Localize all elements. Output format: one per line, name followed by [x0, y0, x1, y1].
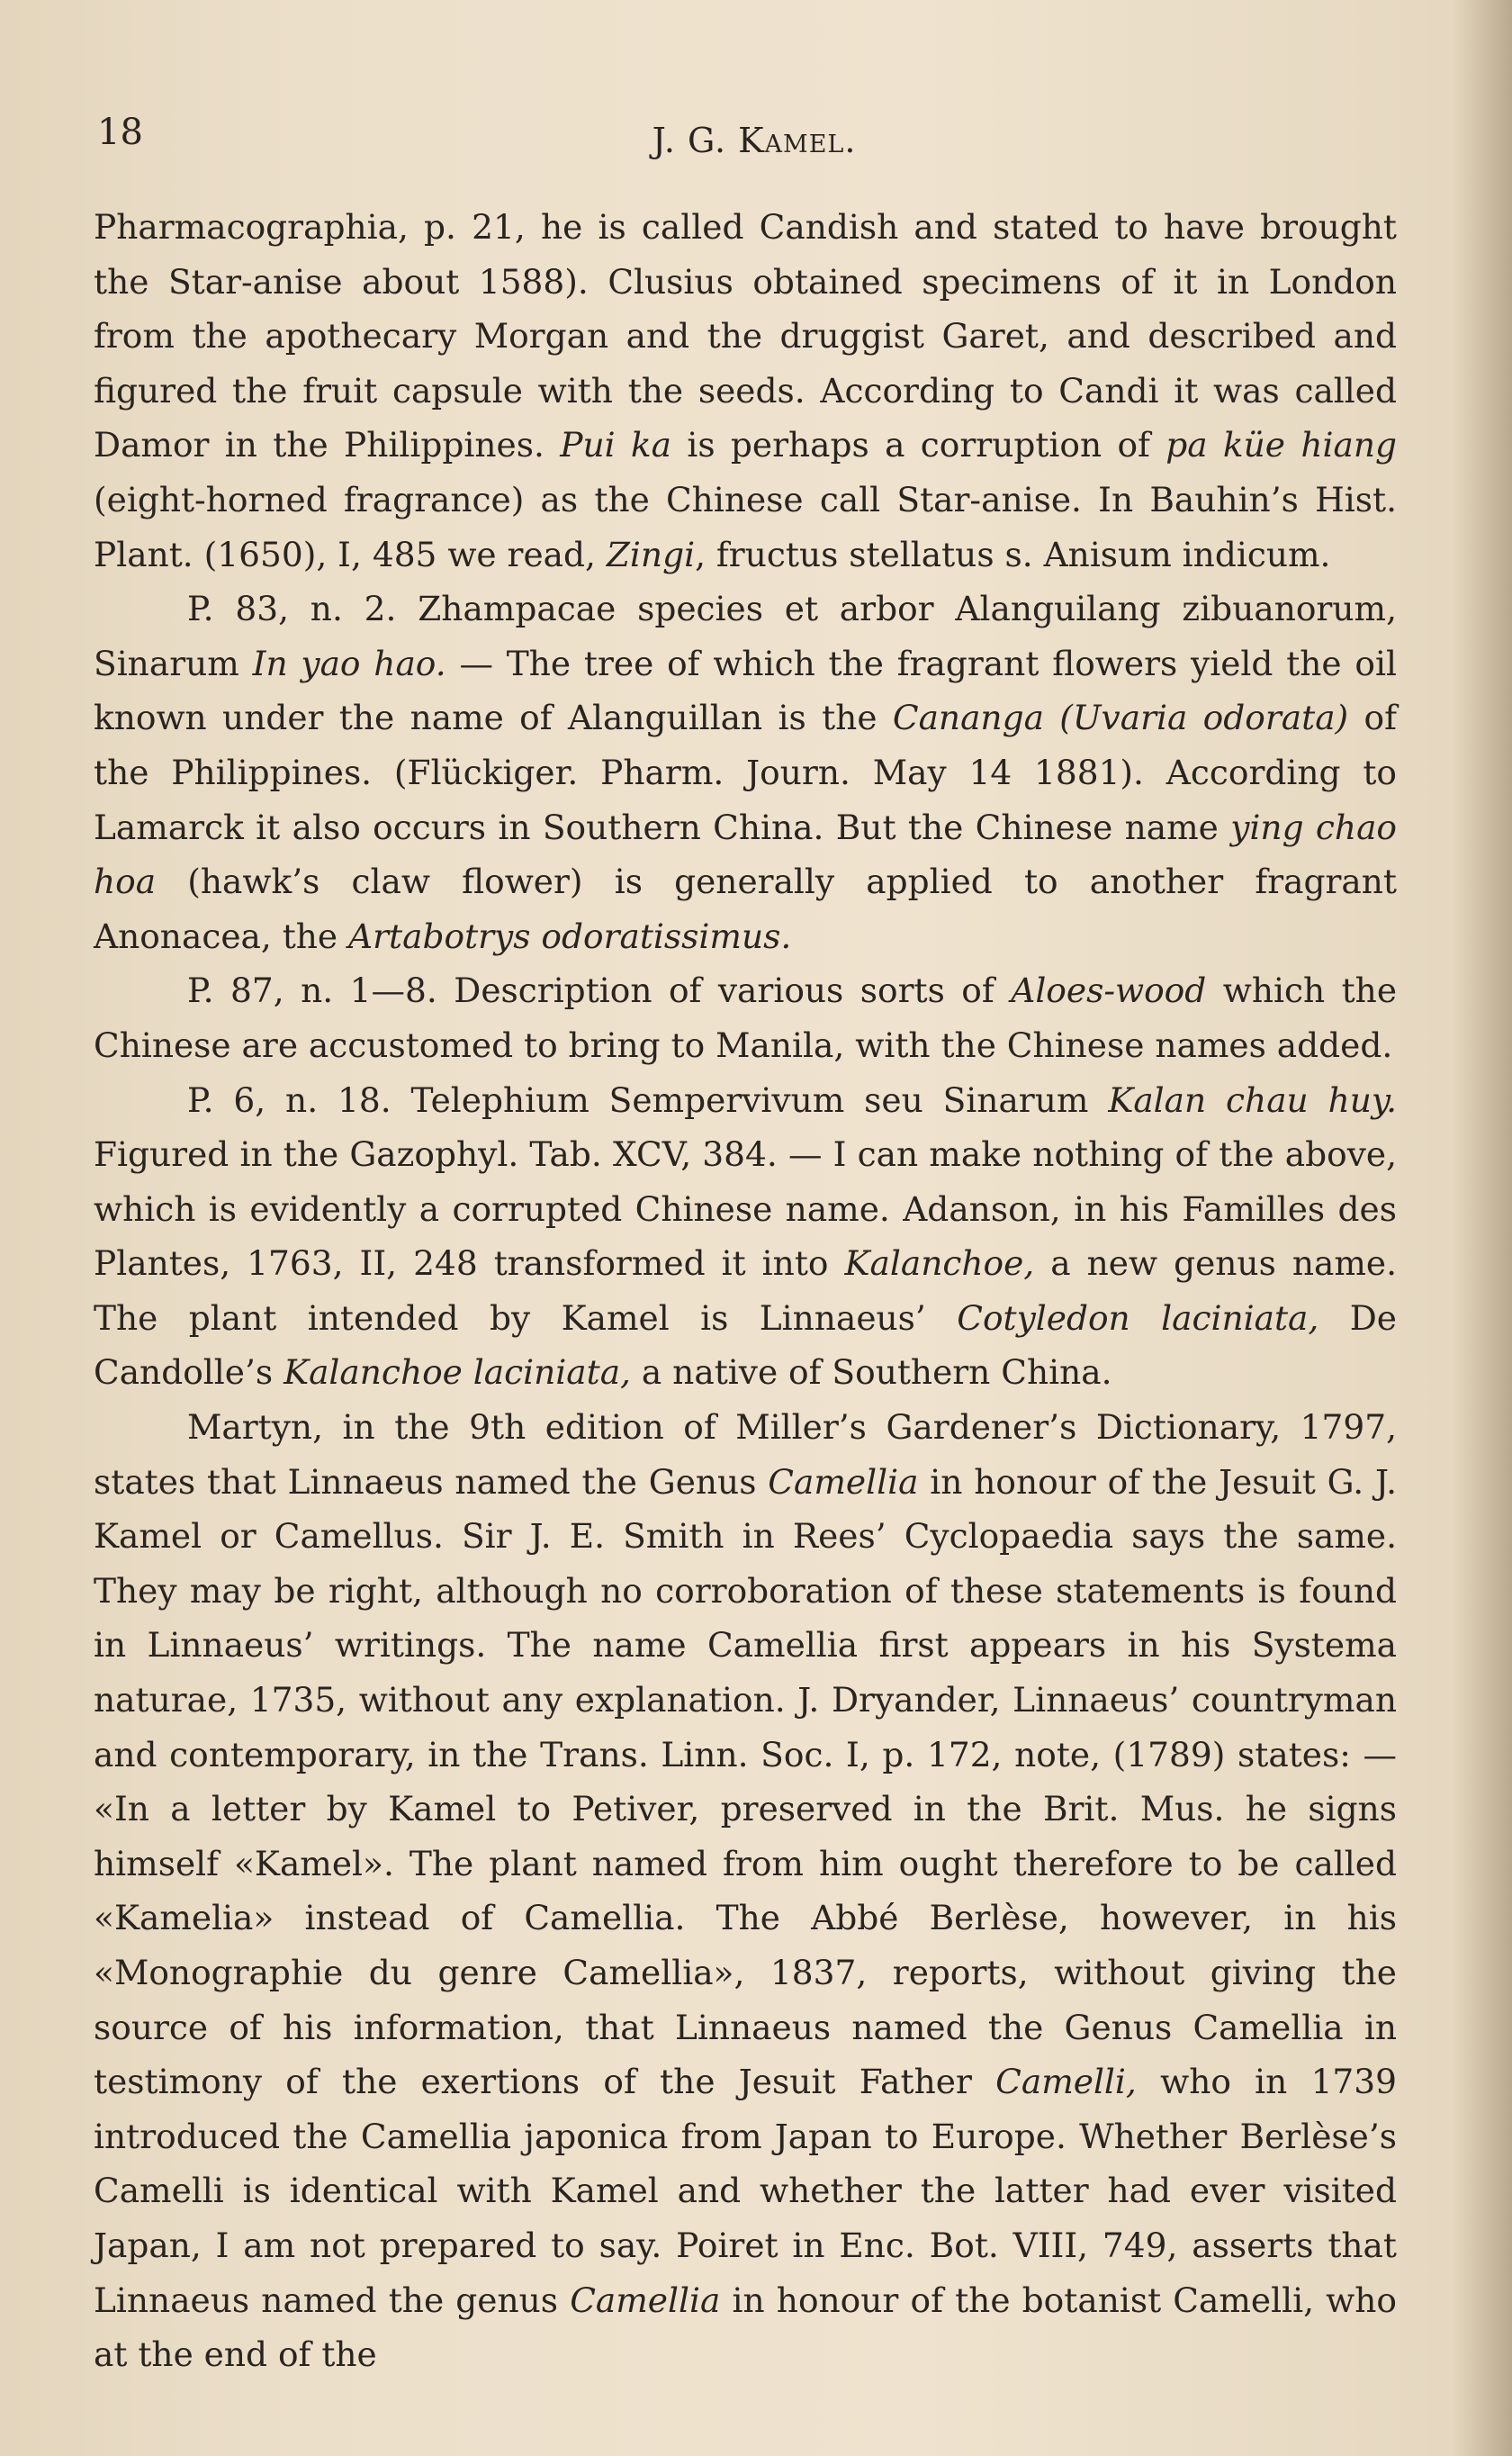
text-run: P. 6, n. 18. Telephium Sempervivum seu Sinarum — [187, 1079, 1109, 1120]
running-head-initials: J. G. — [652, 121, 739, 160]
paragraph — [94, 963, 1397, 1072]
paragraph — [94, 1400, 1397, 2382]
text-run: (eight-horned fragrance) as the Chinese call Star-anise. In Bauhin’s Hist. Plant. (1650), I, 485 we read, — [94, 479, 1397, 574]
italic-text: Aloes-wood — [1011, 971, 1207, 1011]
running-head — [94, 121, 1415, 160]
text-run: in honour of the Jesuit G. J. Kamel or Camellus. Sir J. E. Smith in Rees’ Cyclopaedia says the same. They may be right, although no corroboration of these statements is found in Linnaeus’ writings. The name Camellia first appears in his Systema naturae, 1735, without any explanation. J. Dryander, Linnaeus’ countryman and contemporary, in the Trans. Linn. Soc. I, p. 172, note, (1789) states: — «In a letter by Kamel to Petiver, preserved in the Brit. Mus. he signs himself «Kamel». The plant named from him ought therefore to be called «Kamelia» instead of Camellia. The Abbé Berlèse, however, in his «Monographie du genre Camellia», 1837, reports, without giving the source of his information, that Linnaeus named the Genus Camellia in testimony of the exertions of the Jesuit Father — [94, 1461, 1397, 2102]
italic-text: Camelli, — [995, 2062, 1137, 2102]
text-run: of the Philippines. (Flückiger. Pharm. Journ. May 14 1881). According to Lamarck it also occurs in Southern China. But the Chinese name — [94, 698, 1397, 847]
text-run: who in 1739 introduced the Camellia japonica from Japan to Europe. Whether Berlèse’s Camelli is identical with Kamel and whether the latter had ever visited Japan, I am not prepared to say. Poiret in Enc. Bot. VIII, 749, asserts that Linnaeus named the genus — [94, 2062, 1397, 2320]
italic-text: Kalanchoe laciniata, — [284, 1352, 631, 1393]
text-run: is perhaps a corruption of — [671, 425, 1166, 465]
italic-text: Camellia — [570, 2280, 721, 2320]
text-run: which the Chinese are accustomed to bring to Manila, with the Chinese names added. — [94, 971, 1398, 1065]
italic-text: Zingi — [606, 534, 696, 574]
running-head-name: Kamel. — [738, 121, 857, 160]
italic-text: ying chao hoa — [94, 807, 1398, 902]
italic-text: Artabotrys odoratissimus. — [348, 916, 792, 956]
italic-text: Kalanchoe, — [844, 1243, 1035, 1284]
italic-text: Cananga (Uvaria odorata) — [892, 698, 1349, 738]
text-run: P. 87, n. 1—8. Description of various sorts of — [187, 971, 1012, 1011]
text-run: Martyn, in the 9th edition of Miller’s Gardener’s Dictionary, 1797, states that Linnaeus named the Genus — [94, 1407, 1397, 1502]
text-run: (hawk’s claw flower) is generally applied to another fragrant Anonacea, the — [94, 862, 1397, 956]
text-run: Pharmacographia, p. 21, he is called Candish and stated to have brought the Star-anise about 1588). Clusius obtained specimens of it in London from the apothecary Morgan and the druggist Garet, and described and figured the fruit capsule with the seeds. According to Candi it was called Damor in the Philippines. — [94, 207, 1397, 465]
body-text — [94, 200, 1397, 2382]
italic-text: Pui ka — [560, 425, 671, 465]
page-header — [94, 106, 1415, 169]
text-run: a native of Southern China. — [630, 1352, 1112, 1393]
page-number: 18 — [97, 112, 143, 153]
text-run: , fructus stellatus s. Anisum indicum. — [695, 534, 1331, 574]
italic-text: In yao hao. — [252, 643, 446, 683]
text-run: De Candolle’s — [94, 1297, 1397, 1393]
paragraph — [94, 1073, 1397, 1401]
text-run: in honour of the botanist Camelli, who at the end of the — [94, 2280, 1397, 2375]
text-run: Figured in the Gazophyl. Tab. XCV, 384. — I can make nothing of the above, which is evidently a corrupted Chinese name. Adanson, in his Familles des Plantes, 1763, II, 248 transformed it into — [94, 1134, 1397, 1284]
italic-text: Kalan chau huy. — [1108, 1079, 1397, 1120]
italic-text: Cotyledon laciniata, — [957, 1297, 1319, 1338]
text-run: a new genus name. The plant intended by Kamel is Linnaeus’ — [94, 1243, 1398, 1338]
paragraph — [94, 200, 1397, 582]
italic-text: Camellia — [768, 1461, 919, 1502]
paragraph — [94, 582, 1397, 963]
text-run: — The tree of which the fragrant flowers yield the oil known under the name of Alanguillan is the — [94, 643, 1397, 738]
italic-text: pa küe hiang — [1166, 425, 1397, 465]
text-run: P. 83, n. 2. Zhampacae species et arbor Alanguilang zibuanorum, Sinarum — [94, 589, 1397, 683]
